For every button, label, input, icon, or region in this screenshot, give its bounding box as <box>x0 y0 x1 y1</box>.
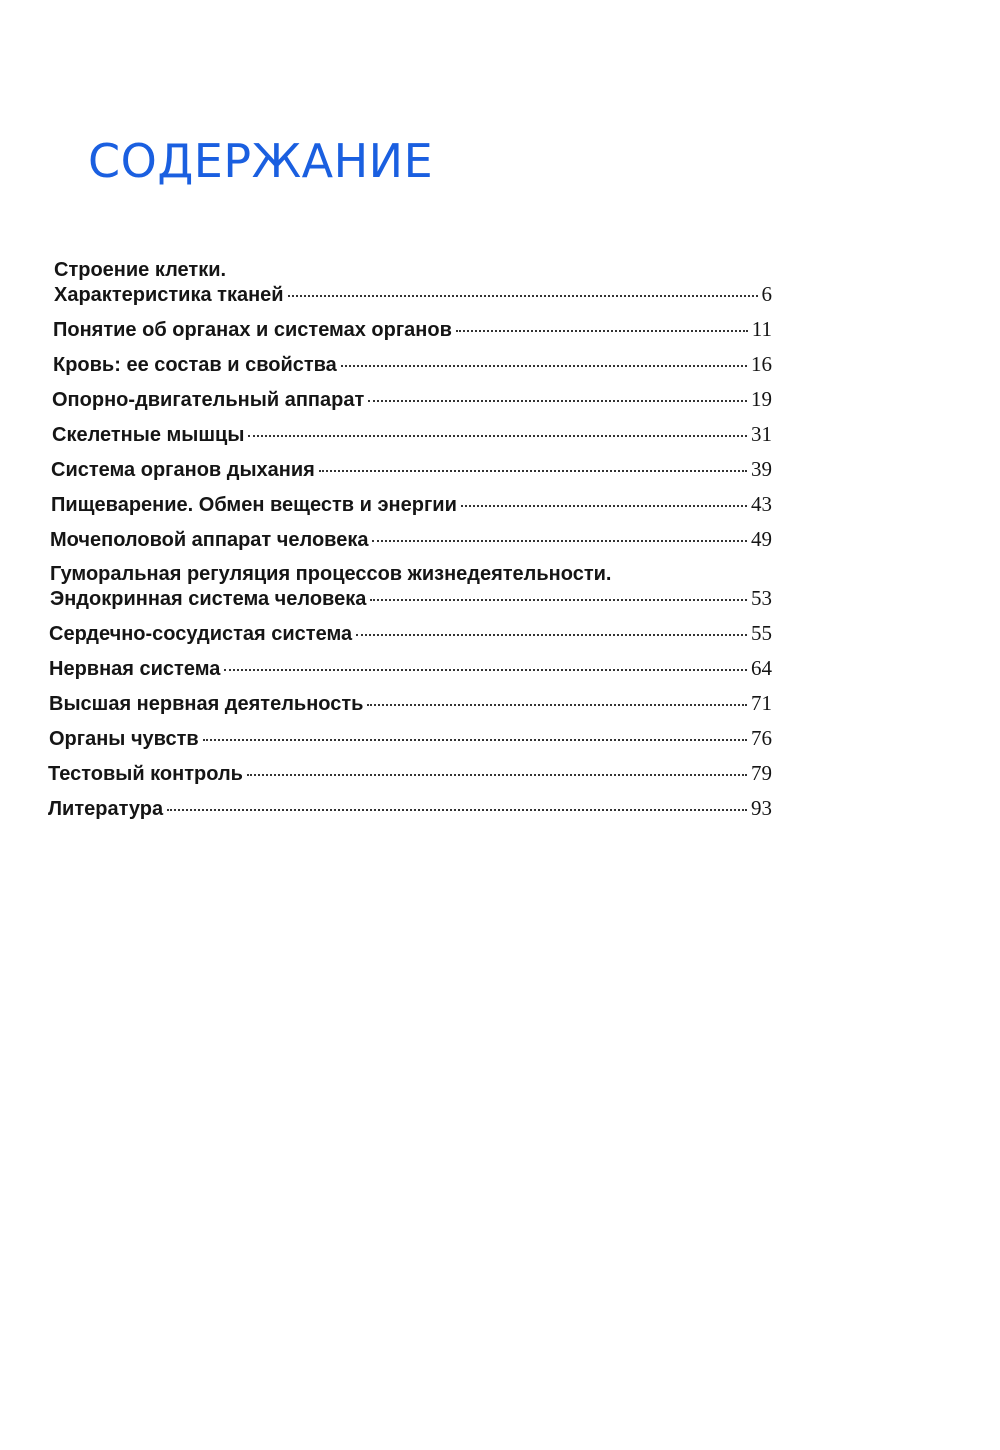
toc-entry[interactable] <box>48 457 772 482</box>
toc-entry[interactable] <box>48 621 772 646</box>
dot-leader <box>367 704 747 706</box>
toc-page-number: 43 <box>751 492 772 516</box>
toc-page-number: 49 <box>751 527 772 551</box>
toc-entry-line <box>51 457 772 482</box>
toc-entry[interactable] <box>48 387 772 412</box>
toc-entry-title: Кровь: ее состав и свойства <box>53 354 337 376</box>
toc-entry[interactable] <box>48 258 772 307</box>
dot-leader <box>356 634 747 636</box>
dot-leader <box>319 470 747 472</box>
toc-entry[interactable] <box>48 562 772 611</box>
toc-entry-line <box>52 422 772 447</box>
toc-entry-title: Нервная система <box>49 658 221 680</box>
toc-page-number: 79 <box>751 761 772 785</box>
toc-entry[interactable] <box>48 352 772 377</box>
toc-page-number: 39 <box>751 457 772 481</box>
toc-entry[interactable] <box>48 317 772 342</box>
toc-entry-line <box>49 621 772 646</box>
toc-entry-title: Органы чувств <box>49 728 199 750</box>
toc-entry-line <box>49 656 772 681</box>
toc-page-number: 19 <box>751 387 772 411</box>
dot-leader <box>372 540 747 542</box>
toc-entry-title: Опорно-двигательный аппарат <box>52 389 365 411</box>
dot-leader <box>167 809 747 811</box>
toc-entry-title: Сердечно-сосудистая система <box>49 623 353 645</box>
dot-leader <box>456 330 748 332</box>
toc-entry[interactable] <box>48 527 772 552</box>
toc-entry[interactable] <box>48 691 772 716</box>
toc-entry[interactable] <box>48 726 772 751</box>
toc-entry[interactable] <box>48 656 772 681</box>
toc-entry[interactable] <box>48 492 772 517</box>
toc-entry-title: Понятие об органах и системах органов <box>53 319 452 341</box>
toc-entry-line <box>53 352 772 377</box>
dot-leader <box>370 599 747 601</box>
dot-leader <box>248 435 747 437</box>
toc-entry-line <box>48 796 772 821</box>
toc-entry-title: Скелетные мышцы <box>52 424 245 446</box>
toc-entry-line <box>52 387 772 412</box>
dot-leader <box>203 739 747 741</box>
toc-entry-title: Литература <box>48 798 164 820</box>
toc-page-number: 64 <box>751 656 772 680</box>
toc-entry[interactable] <box>48 422 772 447</box>
dot-leader <box>341 365 747 367</box>
toc-page-number: 76 <box>751 726 772 750</box>
toc-entry-line <box>50 527 772 552</box>
toc-entry-title: Эндокринная система человека <box>50 588 367 610</box>
toc-page-number: 6 <box>761 282 772 306</box>
toc-page-number: 31 <box>751 422 772 446</box>
toc-page-number: 53 <box>751 586 772 610</box>
dot-leader <box>288 295 758 297</box>
toc-page-number: 11 <box>751 317 772 341</box>
toc-entry-title: Тестовый контроль <box>48 763 243 785</box>
dot-leader <box>368 400 747 402</box>
toc-entry-line <box>51 492 772 517</box>
toc-entry-title: Пищеварение. Обмен веществ и энергии <box>51 494 457 516</box>
page-title: СОДЕРЖАНИЕ <box>88 134 434 188</box>
toc-entry-title-line1: Строение клетки. <box>54 259 227 281</box>
toc-entry-line <box>53 317 772 342</box>
toc-entry-title: Высшая нервная деятельность <box>49 693 364 715</box>
toc-page-number: 16 <box>751 352 772 376</box>
toc-page-number: 71 <box>751 691 772 715</box>
toc-entry-title: Мочеполовой аппарат человека <box>50 529 369 551</box>
toc-page-number: 93 <box>751 796 772 820</box>
toc-entry-title: Характеристика тканей <box>54 284 284 306</box>
toc-entry-line <box>49 691 772 716</box>
toc-entry-title-line1: Гуморальная регуляция процессов жизнедеятельности. <box>50 563 612 585</box>
toc-entry[interactable] <box>48 761 772 786</box>
toc-entry-line <box>48 761 772 786</box>
dot-leader <box>461 505 747 507</box>
toc-entry-line <box>50 586 772 611</box>
dot-leader <box>247 774 747 776</box>
toc-page-number: 55 <box>751 621 772 645</box>
toc-entry-line <box>49 726 772 751</box>
table-of-contents <box>48 258 772 821</box>
dot-leader <box>224 669 747 671</box>
toc-entry-title: Система органов дыхания <box>51 459 315 481</box>
toc-entry-line <box>54 282 772 307</box>
toc-entry[interactable] <box>48 796 772 821</box>
